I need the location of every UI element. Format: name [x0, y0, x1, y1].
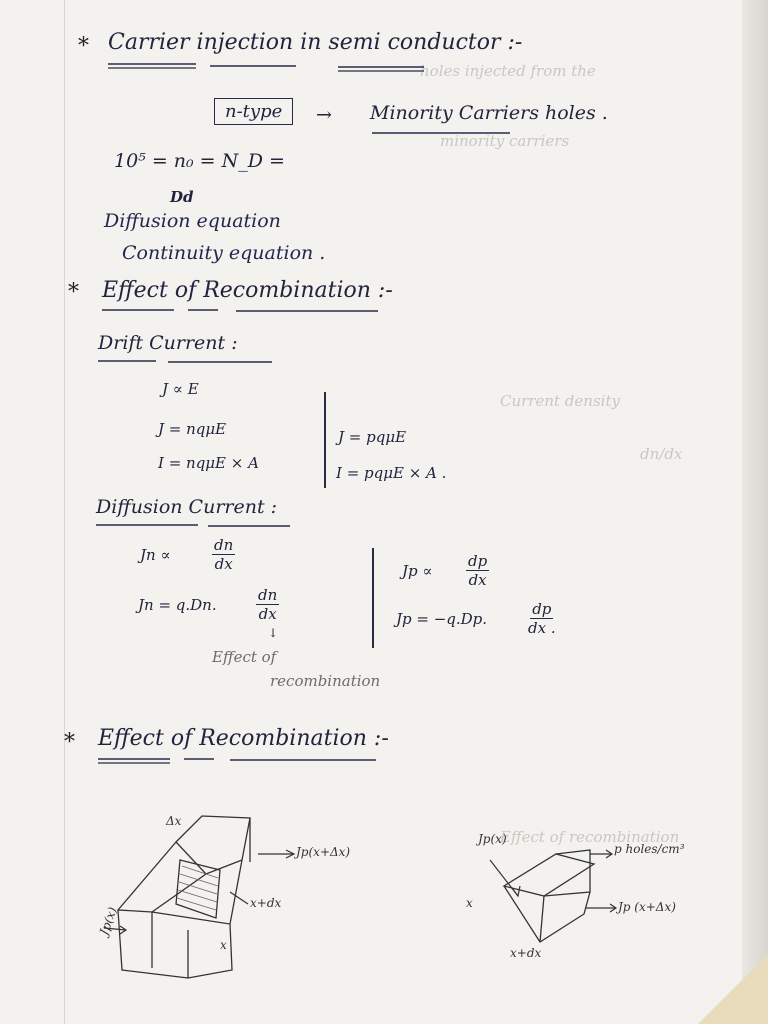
prism-diagram-left [90, 800, 350, 990]
fraction-dp-dx [466, 552, 489, 589]
continuity-equation-text: Continuity equation . [122, 242, 326, 264]
drift-i-n: I = nqμE × A [158, 454, 259, 472]
jn-equation: Jn = q.Dn. [138, 596, 217, 614]
page-edge [742, 0, 768, 1024]
pencil-note-line1: Effect of [212, 648, 277, 666]
label-jp-x-right: Jp(x) [478, 832, 507, 846]
bleed-text-4: dn/dx [640, 445, 683, 463]
bullet-star: * [64, 730, 75, 755]
label-jp-x-dx-left: Jp(x+Δx) [296, 845, 351, 859]
label-x-dx-right: x+dx [510, 946, 542, 960]
label-x-left: x [220, 938, 227, 952]
label-x-right: x [466, 896, 473, 910]
numerator: dn [258, 586, 278, 604]
label-delta-x: Δx [166, 814, 182, 828]
drift-j-p: J = pqμE [338, 428, 407, 446]
arrow-symbol: → [316, 104, 332, 126]
label-x-dx-left: x+dx [250, 896, 282, 910]
heading-underline [106, 60, 526, 74]
fraction-dp-dx [528, 600, 556, 637]
divider-line [372, 548, 374, 648]
drift-underline [96, 358, 296, 368]
numerator: dn [214, 536, 234, 554]
minority-underline [370, 130, 520, 138]
heading-underline [100, 305, 420, 319]
jn-proportional: Jn ∝ [140, 546, 171, 564]
drift-j-n: J = nqμE [158, 420, 227, 438]
numerator: dp [532, 600, 552, 618]
label-jp-x-left: Jp(x) [96, 905, 120, 937]
n-type-box: n-type [214, 98, 293, 125]
down-arrow: ↓ [268, 626, 279, 640]
minority-carriers-text: Minority Carriers holes . [370, 102, 608, 124]
denominator: dx [214, 555, 233, 573]
drift-i-p: I = pqμE × A . [336, 464, 447, 482]
jp-equation: Jp = −q.Dp. [396, 610, 488, 628]
drift-current-title: Drift Current : [98, 332, 238, 354]
drift-proportional: J ∝ E [162, 380, 199, 398]
denominator: dx [468, 571, 487, 589]
fraction-dn-dx [256, 586, 279, 623]
margin-line [64, 0, 65, 1024]
jp-proportional: Jp ∝ [402, 562, 433, 580]
scribble-mark: Dd [170, 188, 194, 206]
denominator: dx . [528, 619, 556, 637]
heading-underline [96, 754, 426, 768]
diffusion-equation-text: Diffusion equation [104, 210, 281, 232]
bleed-text-3: Current density [500, 392, 620, 410]
bleed-text-2: minority carriers [440, 132, 570, 150]
bleed-text-5: Effect of recombination [500, 828, 680, 846]
denominator: dx [258, 605, 277, 623]
bullet-star: * [68, 280, 79, 305]
label-jp-x-dx-right: Jp (x+Δx) [618, 900, 676, 914]
diffusion-current-title: Diffusion Current : [96, 496, 278, 518]
heading-effect-recombination-2: Effect of Recombination :- [98, 726, 389, 751]
diffusion-underline [94, 522, 334, 532]
fraction-dn-dx [212, 536, 235, 573]
bullet-star: * [78, 34, 89, 59]
numerator: dp [468, 552, 488, 570]
equation-nd: 10⁵ = n₀ = N_D = [114, 150, 285, 172]
heading-carrier-injection: Carrier injection in semi conductor :- [108, 30, 523, 55]
bleed-text-1: holes injected from the [420, 62, 596, 80]
label-p-holes: p holes/cm³ [614, 842, 685, 856]
heading-effect-recombination-1: Effect of Recombination :- [102, 278, 393, 303]
pencil-note-line2: recombination [270, 672, 381, 690]
divider-line [324, 392, 326, 488]
